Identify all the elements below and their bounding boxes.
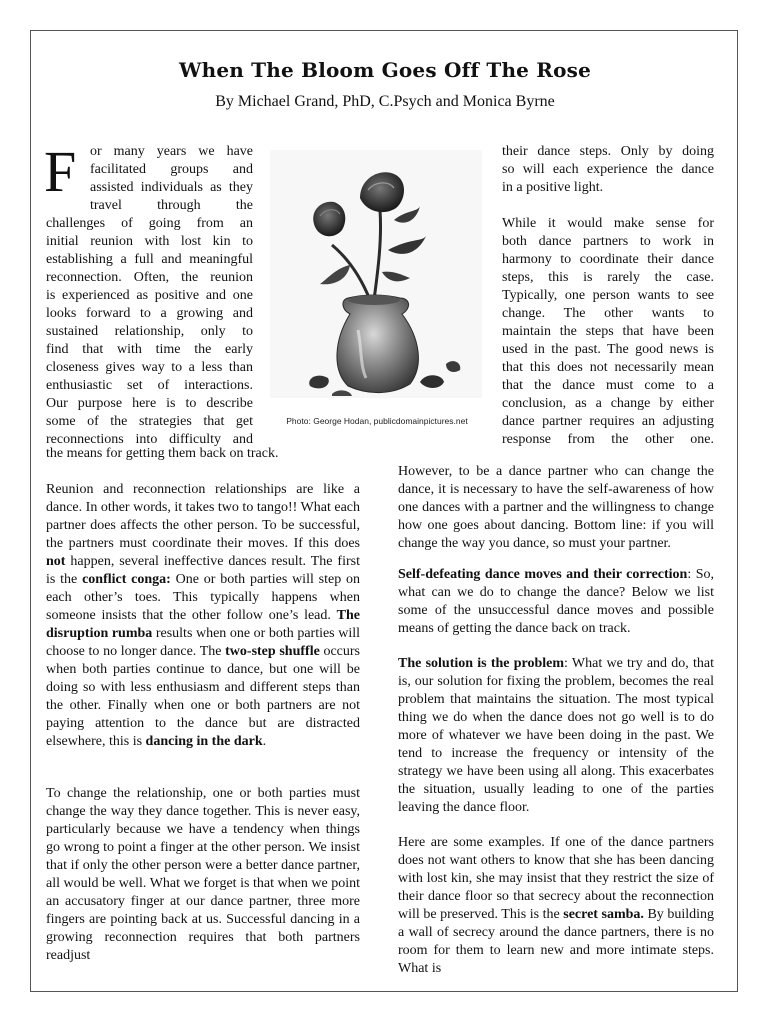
right-line: in a positive light. bbox=[502, 180, 604, 195]
intro-line: challenges of going from an bbox=[46, 216, 253, 231]
paragraph-self-defeating: Self-defeating dance moves and their correction: So, what can we do to change the dance? Below we list some of the unsuccessful dance moves and possible means of getting the dance back on track. bbox=[398, 567, 714, 636]
right-line: harmony to coordinate their dance bbox=[502, 252, 714, 267]
intro-lines-first bbox=[90, 143, 253, 215]
paragraph-secret-samba: Here are some examples. If one of the dance partners does not want others to know that she has been dancing with lost kin, she may insist that they restrict the size of their dance floor so that secrecy about the reconnection will be preserved. This is the secret samba. By building a wall of secrecy around the dance partners, there is no room for them to learn new and more intimate steps. What is bbox=[398, 835, 714, 976]
right-line: their dance steps. Only by doing bbox=[502, 144, 714, 159]
paragraph-solution-problem: The solution is the problem: What we try and do, that is, our solution for fixing the problem, becomes the real problem that maintains the situation. The most typical thing we do when the dance does not go well is to do more of whatever we have been doing in the past. We tend to increase the frequency or intensity of the strategy we have been using all along. This exacerbates the situation, usually leading to one of the parties leaving the dance floor. bbox=[398, 656, 714, 815]
right-line: both dance partners to work in bbox=[502, 234, 714, 249]
wilted-rose-vase-photo bbox=[270, 150, 482, 398]
intro-line: or many years we have bbox=[90, 144, 253, 159]
intro-line: closeness gives way to a less than bbox=[46, 360, 253, 375]
intro-line: reconnection. Often, the reunion bbox=[46, 270, 253, 285]
paragraph-dance: Reunion and reconnection relationships are like a dance. In other words, it takes two to tango!! What each partner does affects the other person. To be successful, the partners must coordinate their moves. If this does not happen, several ineffective dances result. The first is the conflict conga: One or both parties will step on each other’s toes. This typically happens when someone insists that the other follow one’s lead. The disruption rumba results when one or both parties will choose to no longer dance. The two-step shuffle occurs when both parties continue to dance, but one will be doing so with less enthusiasm and different steps than the other. Finally when one or both partners are not paying attention to the dance but are distracted elsewhere, this is dancing in the dark. bbox=[46, 482, 361, 749]
intro-line: is experienced as positive and one bbox=[46, 288, 253, 303]
right-line: used in the past. The good news is bbox=[502, 342, 714, 357]
article-byline: By Michael Grand, PhD, C.Psych and Monica Byrne bbox=[215, 93, 555, 110]
photo-caption: Photo: George Hodan, publicdomainpictures.net bbox=[286, 416, 468, 426]
paragraph-change: To change the relationship, one or both parties must change the way they dance together. This is never easy, particularly because we have a tendency when things go wrong to point a finger at the other person. We insist that if only the other person were a better dance partner, all would be well. What we forget is that when we point an accusatory finger at our dance partner, three more fingers are pointing back at us. Successful dancing in a growing reconnection requires that both partners readjust bbox=[46, 786, 360, 963]
right-line: change. The other wants to bbox=[502, 306, 714, 321]
intro-line: enthusiastic set of interactions. bbox=[46, 378, 253, 393]
right-line: conclusion, as a change by either bbox=[502, 396, 714, 411]
right-line: While it would make sense for bbox=[502, 216, 714, 231]
intro-line: assisted individuals as they bbox=[90, 180, 253, 195]
intro-line: sustained relationship, only to bbox=[46, 324, 253, 339]
intro-line: travel through the bbox=[90, 198, 253, 213]
right-narrow-lines bbox=[502, 215, 714, 449]
intro-line: facilitated groups and bbox=[90, 162, 253, 177]
right-line: that the dance must come to a bbox=[502, 378, 714, 393]
right-line: response from the other one. bbox=[502, 432, 714, 447]
drop-cap: F bbox=[44, 139, 77, 204]
intro-line: some of the strategies that get bbox=[46, 414, 253, 429]
right-line: dance partner requires an adjusting bbox=[502, 414, 714, 429]
intro-last-line: the means for getting them back on track. bbox=[46, 446, 279, 461]
intro-line: looks forward to a growing and bbox=[46, 306, 253, 321]
right-line: maintain the steps that have been bbox=[502, 324, 714, 339]
right-line: so will each experience the dance bbox=[502, 162, 714, 177]
right-line: that this does not necessarily mean bbox=[502, 360, 714, 375]
intro-line: Our purpose here is to describe bbox=[46, 396, 253, 411]
paragraph-self-awareness: However, to be a dance partner who can change the dance, it is necessary to have the self-awareness of how one dances with a partner and the willingness to change how one goes about dancing. Bottom line: if you will change the way you dance, so must your partner. bbox=[398, 464, 714, 551]
article-title: When The Bloom Goes Off The Rose bbox=[178, 58, 592, 82]
right-line: steps, this is rarely the case. bbox=[502, 270, 714, 285]
intro-lines-rest bbox=[46, 215, 253, 449]
intro-line: initial reunion with lost kin to bbox=[46, 234, 253, 249]
right-line: Typically, one person wants to see bbox=[502, 288, 714, 303]
intro-line: reconnections into difficulty and bbox=[46, 432, 253, 447]
right-top-lines bbox=[502, 143, 714, 197]
intro-line: establishing a full and meaningful bbox=[46, 252, 253, 267]
intro-line: find that with time the early bbox=[46, 342, 253, 357]
